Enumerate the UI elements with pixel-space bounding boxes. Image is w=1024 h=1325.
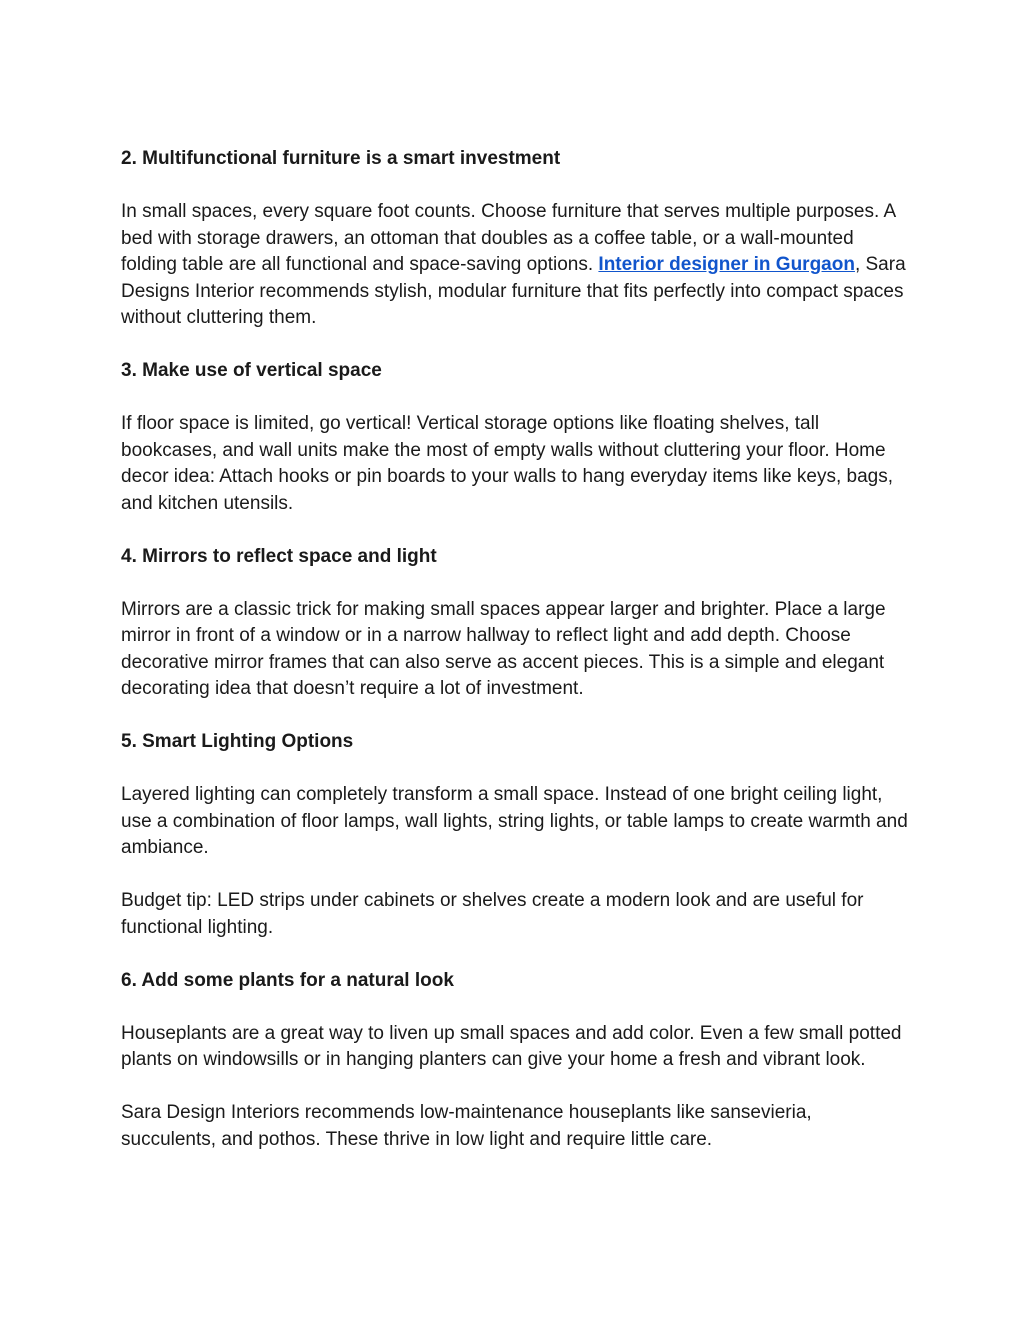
section-heading-mirrors: 4. Mirrors to reflect space and light (121, 545, 437, 567)
paragraph-multifunctional-furniture (121, 199, 911, 332)
section-heading-vertical-space: 3. Make use of vertical space (121, 360, 382, 381)
section-heading-plants: 6. Add some plants for a natural look (121, 969, 454, 991)
paragraph-budget-tip: Budget tip: LED strips under cabinets or shelves create a modern look and are useful for functional lighting. (121, 890, 864, 938)
paragraph-houseplants: Houseplants are a great way to liven up small spaces and add color. Even a few small potted plants on windowsills or in hanging planters can give your home a fresh and vibrant look. (121, 1022, 902, 1070)
paragraph-plant-recommendations: Sara Design Interiors recommends low-maintenance houseplants like sansevieria, succulents, and pothos. These thrive in low light and require little care. (121, 1102, 812, 1150)
paragraph-text: , Sara Designs Interior recommends stylish, modular furniture that fits perfectly into compact spaces without cluttering them. (121, 254, 906, 328)
paragraph-mirrors: Mirrors are a classic trick for making small spaces appear larger and brighter. Place a large mirror in front of a window or in a narrow hallway to reflect light and add depth. Choose decorative mirror frames that can also serve as accent pieces. This is a simple and elegant decorating idea that doesn’t require a lot of investment. (121, 598, 886, 699)
section-heading-smart-lighting: 5. Smart Lighting Options (121, 731, 354, 752)
section-heading-multifunctional-furniture: 2. Multifunctional furniture is a smart investment (121, 148, 561, 169)
interior-designer-link[interactable]: Interior designer in Gurgaon (598, 254, 855, 275)
paragraph-text: In small spaces, every square foot counts. Choose furniture that serves multiple purposes. A bed with storage drawers, an ottoman that doubles as a coffee table, or a wall-mounted folding table are all functional and space-saving options. (121, 201, 896, 275)
paragraph-smart-lighting: Layered lighting can completely transform a small space. Instead of one bright ceiling light, use a combination of floor lamps, wall lights, string lights, or table lamps to create warmth and ambiance. (121, 784, 908, 858)
document-body (121, 146, 911, 1180)
paragraph-vertical-space: If floor space is limited, go vertical! Vertical storage options like floating shelves, tall bookcases, and wall units make the most of empty walls without cluttering your floor. Home decor idea: Attach hooks or pin boards to your walls to hang everyday items like keys, bags, and kitchen utensils. (121, 413, 894, 514)
